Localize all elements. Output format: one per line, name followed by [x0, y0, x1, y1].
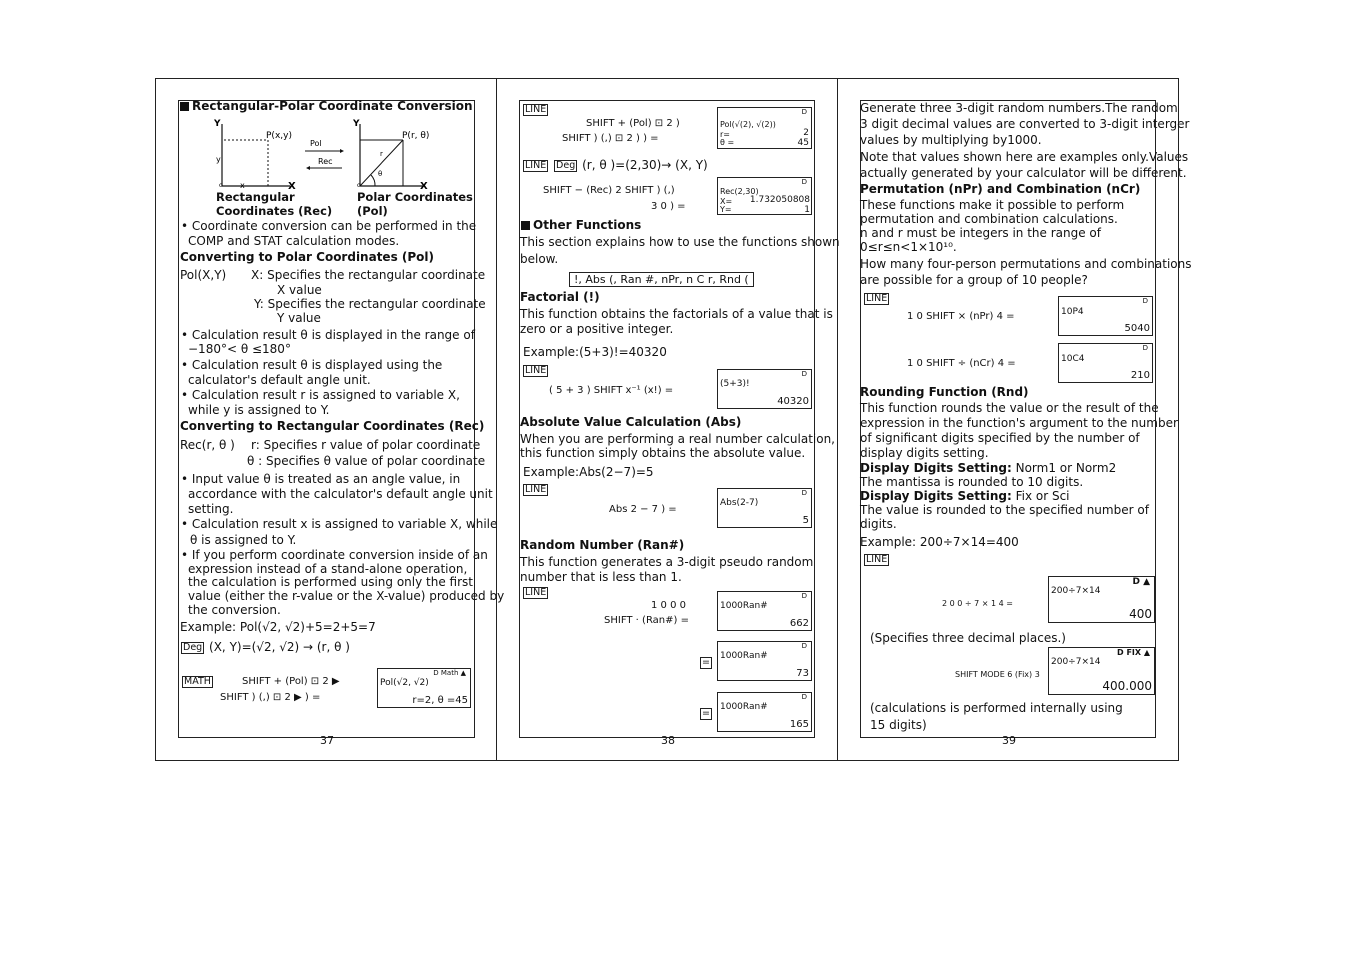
calculator-display: D 1000Ran# 73	[717, 641, 812, 681]
calculator-display: D 10C4 210	[1058, 343, 1153, 383]
body-text: These functions make it possible to perform	[860, 198, 1125, 212]
function-list: !, Abs (, Ran #, nPr, n C r, Rnd (	[569, 272, 754, 287]
param-text: Y value	[277, 311, 321, 325]
figure-caption: Coordinates (Rec)	[216, 204, 333, 218]
subsection-heading: Random Number (Ran#)	[520, 538, 685, 552]
line-key: LINE	[866, 553, 888, 565]
example-text: Example: Pol(√2, √2)+5=2+5=7	[180, 620, 376, 634]
bullet-text: while y is assigned to Y.	[188, 403, 330, 417]
key-sequence: SHIFT ) (,) ⊡ 2 ) ) =	[562, 133, 659, 144]
body-text: this function simply obtains the absolute value.	[520, 446, 806, 460]
bullet-text: • Calculation result x is assigned to variable X, while	[181, 517, 498, 531]
key-sequence: 3 0 ) =	[651, 201, 686, 212]
calculator-display: D 1000Ran# 662	[717, 591, 812, 631]
key-sequence: 1 0 SHIFT × (nPr) 4 =	[907, 311, 1015, 322]
function-signature: Pol(X,Y)	[180, 268, 227, 282]
key-sequence: ( 5 + 3 ) SHIFT x⁻¹ (x!) =	[549, 385, 674, 396]
body-text: are possible for a group of 10 people?	[860, 273, 1088, 287]
bullet-text: COMP and STAT calculation modes.	[188, 234, 400, 248]
bullet-text: θ is assigned to Y.	[190, 533, 297, 547]
key-sequence: 1 0 SHIFT ÷ (nCr) 4 =	[907, 358, 1016, 369]
deg-key: Deg	[183, 641, 203, 653]
body-text: below.	[520, 252, 559, 266]
key-sequence: SHIFT + (Pol) ⊡ 2 )	[586, 118, 680, 129]
body-text: expression in the function's argument to the number	[860, 416, 1178, 430]
page-number: 39	[1002, 734, 1016, 747]
subsection-heading: Permutation (nPr) and Combination (nCr)	[860, 182, 1141, 196]
example-text: Example:Abs(2−7)=5	[523, 465, 654, 479]
body-text: How many four-person permutations and combinations	[860, 257, 1192, 271]
line-key: LINE	[525, 483, 547, 495]
body-text: This function generates a 3-digit pseudo random	[520, 555, 814, 569]
subsection-heading: Converting to Polar Coordinates (Pol)	[180, 250, 435, 264]
svg-text:Pol: Pol	[310, 139, 322, 148]
body-text: display digits setting.	[860, 446, 989, 460]
display-setting-2: Display Digits Setting: Fix or Sci	[860, 489, 1070, 503]
key-sequence: SHIFT · (Ran#) =	[604, 615, 689, 626]
section-heading: Other Functions	[521, 218, 641, 233]
bullet-text: • Calculation result r is assigned to variable X,	[181, 388, 460, 402]
svg-text:X: X	[420, 181, 428, 192]
calculator-display: D 1000Ran# 165	[717, 692, 812, 732]
bullet-text: accordance with the calculator's default angle unit	[188, 487, 493, 501]
math-key: MATH	[184, 675, 211, 687]
svg-text:Y: Y	[353, 119, 360, 129]
svg-text:X: X	[288, 181, 296, 192]
figure-caption: Rectangular	[216, 190, 295, 204]
body-text: of significant digits specified by the number of	[860, 431, 1140, 445]
body-text: zero or a positive integer.	[520, 322, 674, 336]
calculator-display: D Math ▲ Pol(√2, √2) r=2, θ =45	[377, 668, 471, 708]
calculator-display: D Abs(2-7) 5	[717, 488, 812, 528]
param-text: X value	[277, 283, 322, 297]
page-divider	[837, 78, 838, 761]
body-text: This section explains how to use the functions shown	[520, 235, 840, 249]
svg-text:Y: Y	[214, 119, 221, 129]
body-text: This function obtains the factorials of a value that is	[520, 307, 833, 321]
line-key: LINE	[525, 364, 547, 376]
body-text: actually generated by your calculator will be different.	[860, 166, 1187, 180]
calculator-display: D 10P4 5040	[1058, 296, 1153, 336]
subsection-heading: Absolute Value Calculation (Abs)	[520, 415, 742, 429]
note-text: (Specifies three decimal places.)	[870, 631, 1066, 645]
note-text: 15 digits)	[870, 718, 927, 732]
bullet-text: value (either the r-value or the X-value) produced by	[188, 589, 505, 603]
page-number: 38	[661, 734, 675, 747]
display-setting-1: Display Digits Setting: Norm1 or Norm2	[860, 461, 1117, 475]
coordinate-diagram	[210, 116, 480, 196]
bullet-text: −180°< θ ≤180°	[188, 342, 291, 356]
calculator-display: D Rec(2,30) X= Y= 1.732050808 1	[717, 177, 812, 215]
bullet-text: • Calculation result θ is displayed in the range of	[181, 328, 475, 342]
body-text: permutation and combination calculations.	[860, 212, 1118, 226]
body-text: Note that values shown here are examples only.Values	[860, 150, 1189, 164]
section-heading: Rectangular-Polar Coordinate Conversion	[180, 99, 473, 114]
svg-text:y: y	[216, 155, 221, 164]
bullet-text: the calculation is performed using only the first	[188, 575, 473, 589]
body-text: number that is less than 1.	[520, 570, 682, 584]
svg-text:r: r	[380, 150, 383, 158]
svg-text:P(r, θ): P(r, θ)	[402, 131, 430, 141]
bullet-text: setting.	[188, 502, 234, 516]
svg-text:Rec: Rec	[318, 157, 333, 166]
note-text: (calculations is performed internally using	[870, 701, 1123, 715]
deg-example: Deg (X, Y)=(√2, √2) → (r, θ )	[183, 640, 350, 654]
param-text: X: Specifies the rectangular coordinate	[251, 268, 486, 282]
param-text: θ : Specifies θ value of polar coordinate	[247, 454, 486, 468]
calculator-display: D (5+3)! 40320	[717, 369, 812, 409]
body-text: When you are performing a real number calculation,	[520, 432, 835, 446]
calculator-display: D Pol(√(2), √(2)) r= θ = 2 45	[717, 107, 812, 149]
svg-text:o: o	[219, 182, 223, 189]
svg-text:θ: θ	[378, 170, 383, 178]
body-text: Generate three 3-digit random numbers.The random	[860, 101, 1178, 115]
line-deg-row: LINE Deg (r, θ )=(2,30)→ (X, Y)	[525, 158, 708, 172]
subsection-heading: Converting to Rectangular Coordinates (Rec)	[180, 419, 485, 433]
line-key: LINE	[525, 103, 547, 115]
key-sequence: SHIFT + (Pol) ⊡ 2 ▶	[242, 676, 340, 687]
calculator-display: D FIX ▲ 200÷7×14 400.000	[1048, 647, 1155, 695]
body-text: The mantissa is rounded to 10 digits.	[860, 475, 1084, 489]
function-signature: Rec(r, θ )	[180, 438, 235, 452]
key-sequence: SHIFT MODE 6 (Fix) 3	[955, 670, 1040, 679]
body-text: This function rounds the value or the result of the	[860, 401, 1159, 415]
calculator-display: D ▲ 200÷7×14 400	[1048, 576, 1155, 623]
bullet-text: expression instead of a stand-alone operation,	[188, 562, 468, 576]
bullet-text: calculator's default angle unit.	[188, 373, 371, 387]
body-text: digits.	[860, 517, 897, 531]
line-key: LINE	[525, 586, 547, 598]
key-sequence: SHIFT ) (,) ⊡ 2 ▶ ) =	[220, 692, 321, 703]
subsection-heading: Factorial (!)	[520, 290, 600, 304]
key-sequence: 2 0 0 ÷ 7 × 1 4 =	[942, 599, 1013, 608]
page-divider	[496, 78, 497, 761]
key-sequence: 1 0 0 0	[651, 600, 686, 611]
example-text: Example:(5+3)!=40320	[523, 345, 667, 359]
subsection-heading: Rounding Function (Rnd)	[860, 385, 1029, 399]
param-text: r: Specifies r value of polar coordinate	[251, 438, 481, 452]
param-text: Y: Specifies the rectangular coordinate	[254, 297, 486, 311]
bullet-text: • Calculation result θ is displayed using the	[181, 358, 443, 372]
equals-key: =	[702, 657, 710, 668]
body-text: n and r must be integers in the range of	[860, 226, 1102, 240]
svg-text:x: x	[240, 181, 245, 190]
body-text: The value is rounded to the specified number of	[860, 503, 1149, 517]
figure-caption: Polar Coordinates	[357, 190, 473, 204]
bullet-text: • If you perform coordinate conversion inside of an	[181, 548, 488, 562]
equals-key: =	[702, 708, 710, 719]
bullet-text: the conversion.	[188, 603, 281, 617]
body-text: values by multiplying by1000.	[860, 133, 1042, 147]
bullet-text: • Input value θ is treated as an angle value, in	[181, 472, 461, 486]
page-number: 37	[320, 734, 334, 747]
line-key: LINE	[866, 292, 888, 304]
key-sequence: SHIFT − (Rec) 2 SHIFT ) (,)	[543, 185, 675, 196]
svg-text:o: o	[357, 182, 361, 189]
example-text: Example: 200÷7×14=400	[860, 535, 1019, 549]
figure-caption: (Pol)	[357, 204, 388, 218]
svg-text:P(x,y): P(x,y)	[266, 131, 292, 141]
key-sequence: Abs 2 − 7 ) =	[609, 504, 677, 515]
body-text: 0≤r≤n<1×10¹⁰.	[860, 240, 957, 254]
bullet-text: • Coordinate conversion can be performed in the	[181, 219, 477, 233]
body-text: 3 digit decimal values are converted to 3-digit interger	[860, 117, 1190, 131]
